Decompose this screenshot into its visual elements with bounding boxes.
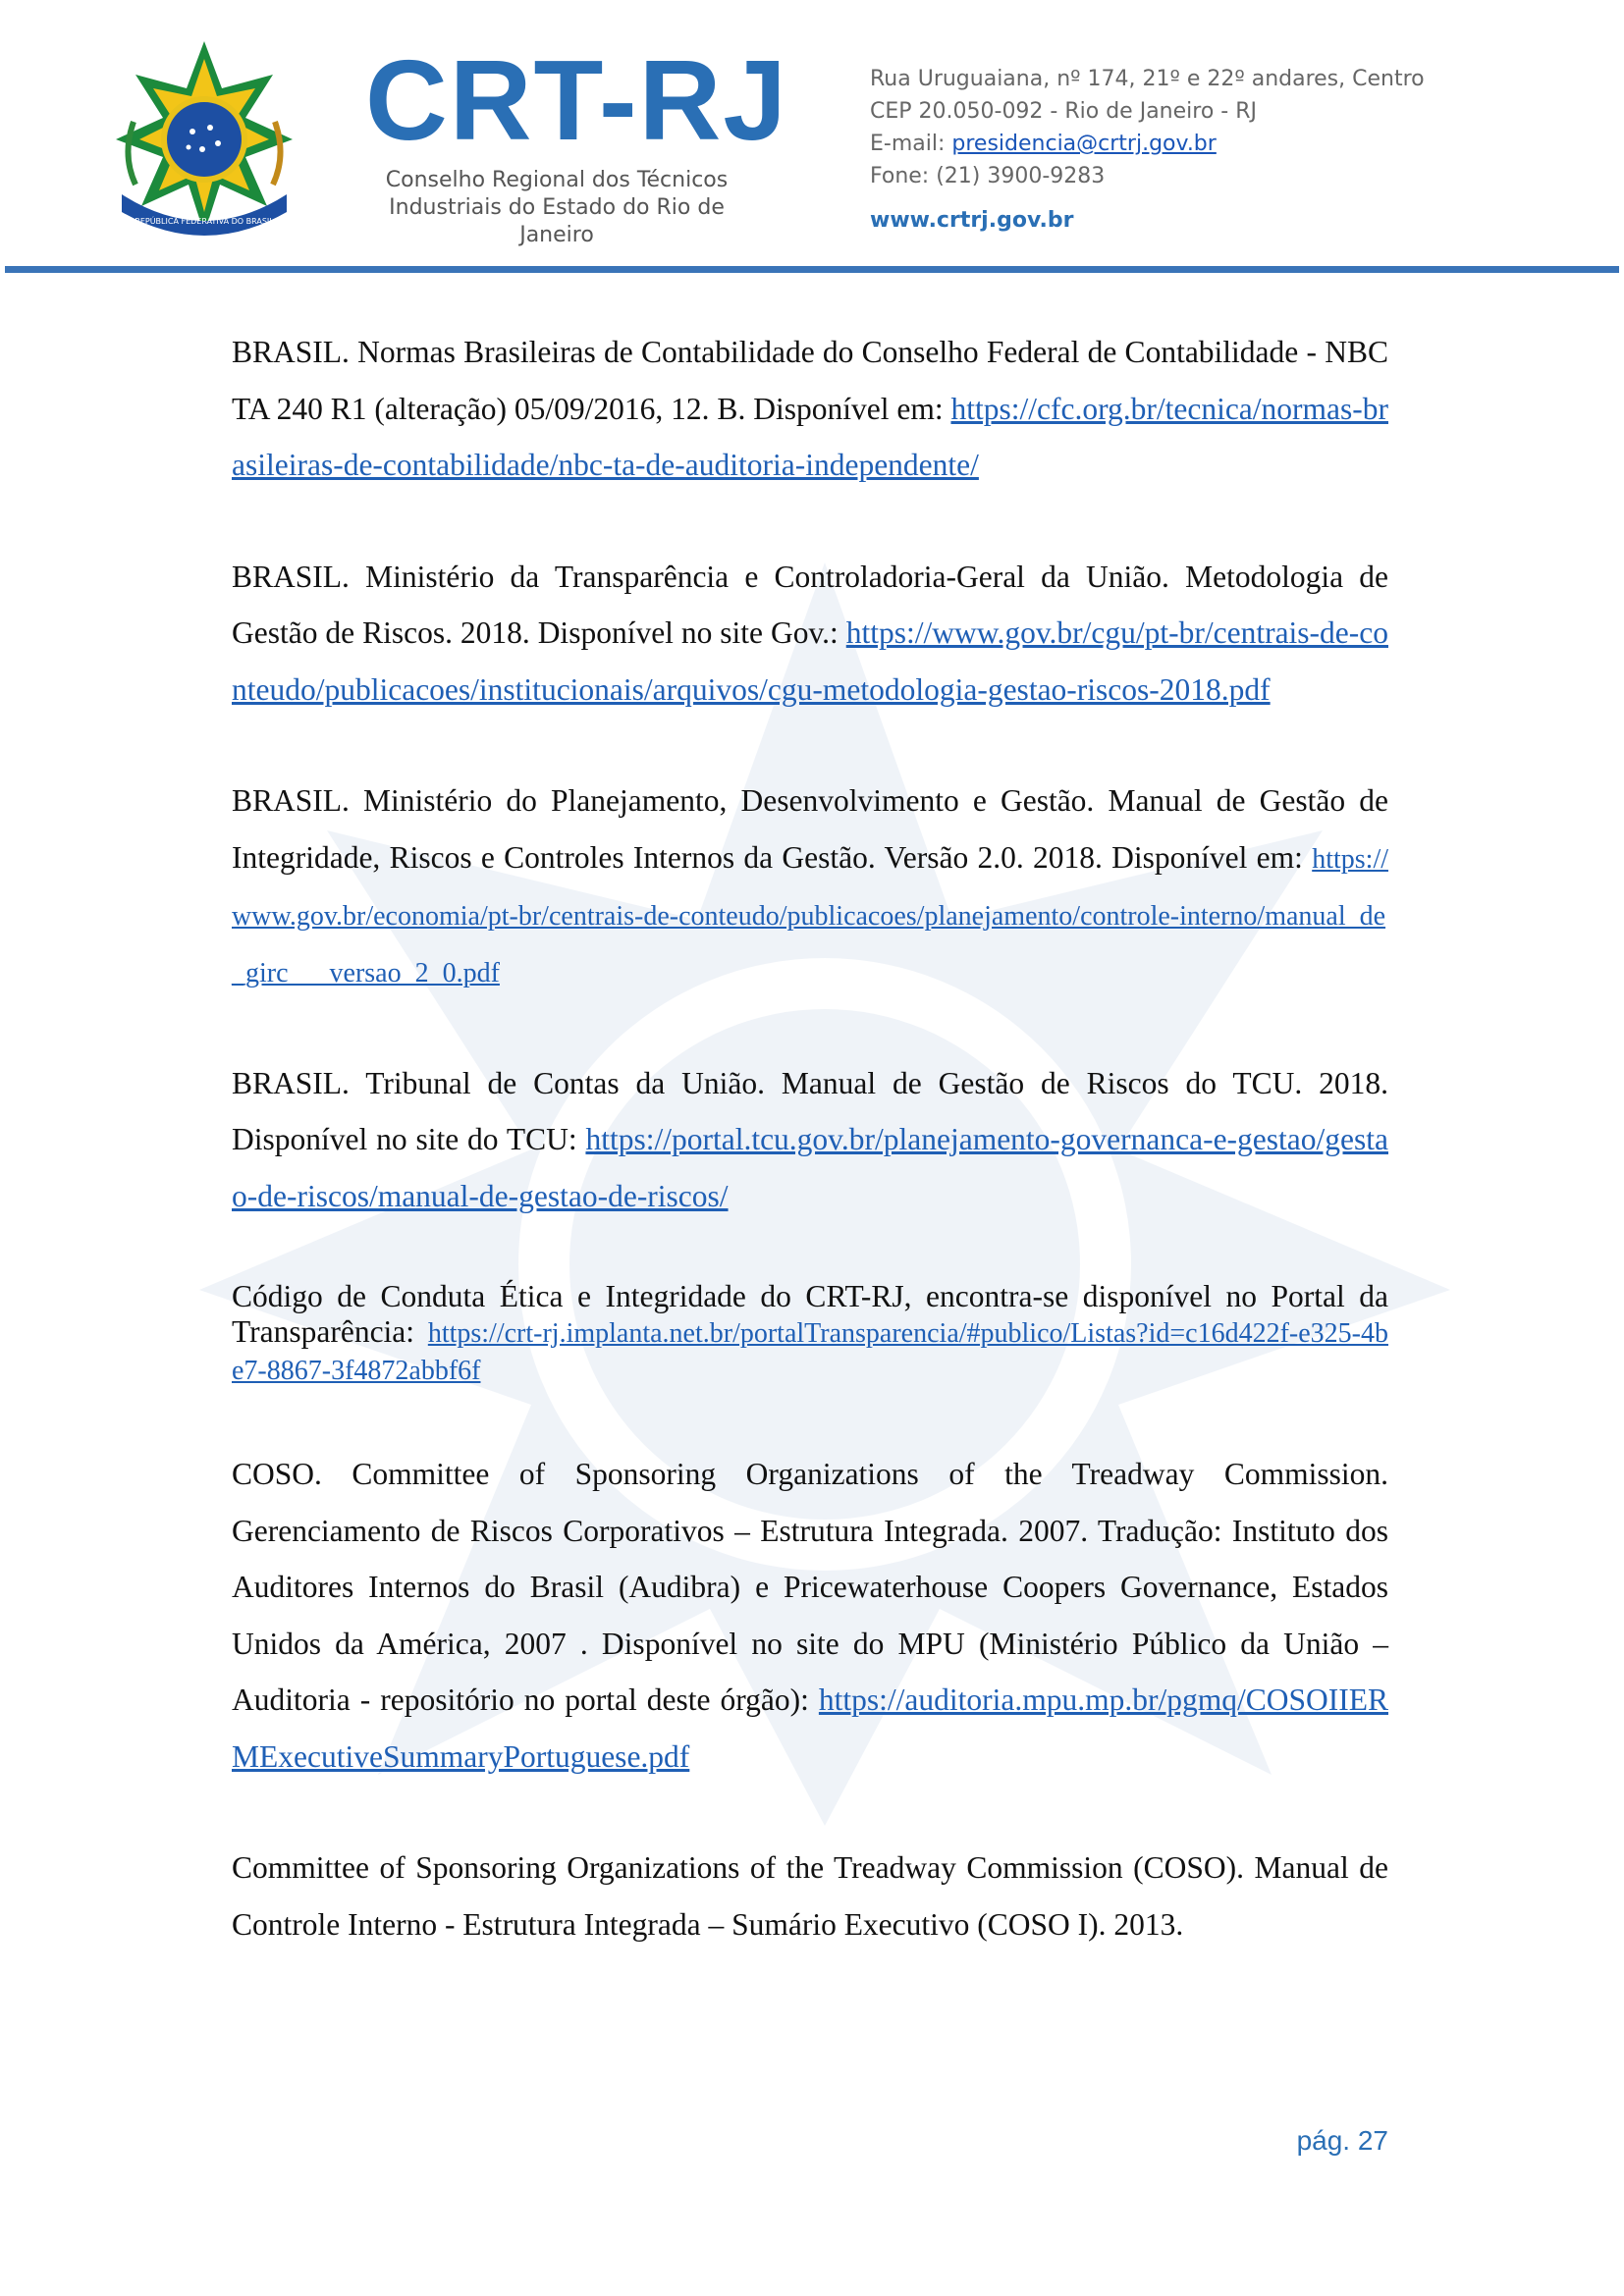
brand-subtitle-line1: Conselho Regional dos Técnicos — [385, 168, 729, 192]
reference-text: BRASIL. Ministério da Transparência e Controladoria-Geral da União. Metodologia de Gestão de Riscos. 2018. Disponível no site Gov.: — [232, 559, 1388, 650]
phone-line: Fone: (21) 3900-9283 — [870, 164, 1106, 188]
website-link[interactable]: www.crtrj.gov.br — [870, 208, 1074, 233]
reference-link[interactable]: https://www.gov.br/cgu/pt-br/centrais-de-conteudo/publicacoes/institucionais/arquivos/cgu-metodologia-gestao-riscos-2018.pdf — [232, 615, 1388, 707]
brand-block — [365, 36, 788, 249]
coat-of-arms-logo — [106, 37, 302, 243]
reference-text: COSO. Committee of Sponsoring Organizations of the Treadway Commission. Gerenciamento de Riscos Corporativos – Estrutura Integrada. 2007. Tradução: Instituto dos Auditores Internos do Brasil (Audibra) e Pricewaterhouse Coopers Governance, Estados Unidos da América, 2007 . Disponível no site do MPU (Ministério Público da União – Auditoria - repositório no portal deste órgão): — [232, 1457, 1388, 1717]
cep-line: CEP 20.050-092 - Rio de Janeiro - RJ — [870, 99, 1257, 124]
emblem-ribbon-text: REPÚBLICA FEDERATIVA DO BRASIL — [135, 217, 274, 226]
header-divider — [5, 266, 1619, 273]
reference-text: BRASIL. Ministério do Planejamento, Desenvolvimento e Gestão. Manual de Gestão de Integridade, Riscos e Controles Internos da Gestão. Versão 2.0. 2018. Disponível em: — [232, 783, 1388, 875]
email-link[interactable]: presidencia@crtrj.gov.br — [951, 132, 1217, 156]
reference-item — [232, 1055, 1388, 1225]
reference-item — [232, 1446, 1388, 1785]
reference-link[interactable]: https://cfc.org.br/tecnica/normas-brasileiras-de-contabilidade/nbc-ta-de-auditoria-independente/ — [232, 391, 1388, 482]
address-line: Rua Uruguaiana, nº 174, 21º e 22º andares, Centro — [870, 67, 1425, 91]
references-list — [232, 324, 1388, 1952]
reference-link[interactable]: https://www.gov.br/economia/pt-br/centrais-de-conteudo/publicacoes/planejamento/controle-interno/manual_de_girc___versao_2_0.pdf — [232, 843, 1388, 988]
reference-item — [232, 773, 1388, 1000]
reference-text: BRASIL. Tribunal de Contas da União. Manual de Gestão de Riscos do TCU. 2018. Disponível no site do TCU: — [232, 1065, 1388, 1156]
contact-block — [870, 63, 1425, 237]
reference-text: Committee of Sponsoring Organizations of the Treadway Commission (COSO). Manual de Controle Interno - Estrutura Integrada – Sumário Executivo (COSO I). 2013. — [232, 1850, 1388, 1942]
reference-item — [232, 549, 1388, 719]
email-label: E-mail: — [870, 132, 952, 156]
reference-item — [232, 324, 1388, 494]
reference-item — [232, 1840, 1388, 1952]
brand-name: CRT-RJ — [365, 36, 788, 164]
reference-link[interactable]: https://portal.tcu.gov.br/planejamento-governanca-e-gestao/gestao-de-riscos/manual-de-gestao-de-riscos/ — [232, 1122, 1388, 1213]
reference-link[interactable]: https://crt-rj.implanta.net.br/portalTransparencia/#publico/Listas?id=c16d422f-e325-4be7-8867-3f4872abbf6f — [232, 1318, 1388, 1386]
page-number: pág. 27 — [1296, 2125, 1388, 2156]
reference-text: BRASIL. Normas Brasileiras de Contabilidade do Conselho Federal de Contabilidade - NBC TA 240 R1 (alteração) 05/09/2016, 12. B. Disponível em: — [232, 335, 1388, 426]
reference-text: Código de Conduta Ética e Integridade do CRT-RJ, encontra-se disponível no Portal da Transparência: — [232, 1279, 1388, 1349]
email-line — [870, 128, 1425, 160]
page-header — [0, 0, 1624, 285]
reference-link[interactable]: https://auditoria.mpu.mp.br/pgmq/COSOIIERMExecutiveSummaryPortuguese.pdf — [232, 1682, 1388, 1774]
reference-item — [232, 1279, 1388, 1389]
brand-subtitle-line2: Industriais do Estado do Rio de Janeiro — [389, 195, 725, 247]
brand-subtitle — [365, 167, 748, 249]
